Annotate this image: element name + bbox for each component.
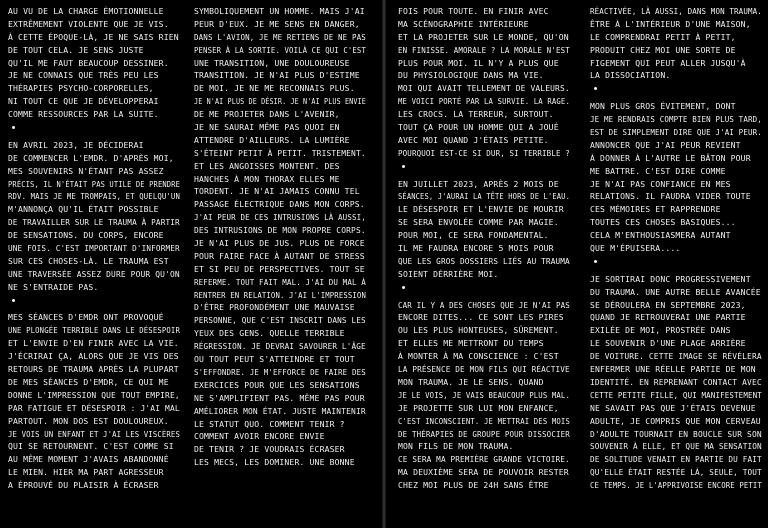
text-line: ANNONCER QUE J'AI PEUR REVIENT — [590, 139, 741, 150]
text-line: LA PRÉSENCE DE MON FILS QUI RÉACTIVE — [398, 364, 570, 375]
text-line: EN AVRIL 2023, JE DÉCIDERAI — [8, 139, 144, 150]
text-line: COMME RESSOURCES PAR LA SUITE. — [8, 109, 159, 120]
text-line: JE SORTIRAI DONC PROGRESSIVEMENT — [590, 273, 751, 284]
text-line: MA DEUXIÈME SERA DE POUVOIR RESTER — [398, 467, 569, 478]
text-line: SE DÉROULERA EN SEPTEMBRE 2023, — [590, 299, 746, 310]
right-page — [386, 0, 768, 528]
section-bullet — [8, 299, 180, 312]
text-line: M'ANNONÇA QU'IL ÉTAIT POSSIBLE — [8, 204, 159, 215]
section-bullet — [398, 165, 570, 178]
text-line: CE TEMPS. JE L'APPRIVOISE ENCORE PETIT — [590, 480, 762, 491]
text-line: ET ELLES ME METTRONT DU TEMPS — [398, 338, 544, 349]
text-line: SÉANCES, J'AURAI LA TÊTE HORS DE L'EAU. — [398, 191, 571, 202]
text-line: RENTRER EN RELATION. J'AI L'IMPRESSION — [194, 289, 366, 300]
text-line: PEUR D'EUX. JE ME SENS EN DANGER, — [194, 18, 360, 29]
text-line: SE SERA ENVOLÉE COMME PAR MAGIE. — [398, 217, 559, 228]
text-line: POUR FAIRE FACE À AUTANT DE STRESS — [194, 250, 365, 261]
text-line: QUE M'ÉPUISERA.... — [590, 243, 681, 254]
text-line: JE ME RENDRAIS COMPTE BIEN PLUS TARD, — [590, 114, 762, 125]
text-line: LE SOUVENIR D'UNE PLAGE ARRIÈRE — [590, 338, 746, 349]
section-bullet — [398, 286, 570, 299]
text-line: A ÉPROUVÉ DU PLAISIR À ÉCRASER — [8, 480, 159, 491]
text-line: FOIS POUR TOUTE. EN FINIR AVEC — [398, 6, 549, 16]
text-line: ME VOICI PORTÉ PAR LA SURVIE. LA RAGE. — [398, 96, 570, 107]
text-line: RELATIONS. IL FAUDRA VIDER TOUTE — [590, 191, 751, 202]
text-line: DE TOUT CELA. JE SENS JUSTE — [8, 44, 144, 55]
text-line: D'ADULTE TOURNAIT EN BOUCLE SUR SON — [590, 428, 762, 439]
text-line: C'EST INCONSCIENT. JE METTRAI DES MOIS — [398, 415, 570, 426]
text-line: MON TRAUMA. JE LE SENS. QUAND — [398, 376, 544, 387]
text-line: IDENTITÉ. EN REPRENANT CONTACT AVEC — [590, 376, 762, 387]
text-line: JE PROJETTE SUR LUI MON ENFANCE, — [398, 402, 559, 413]
text-line: HANCHES À MON THORAX ELLES ME — [194, 173, 340, 184]
text-line: RÉACTIVÉE, LÀ AUSSI, DANS MON TRAUMA. — [590, 6, 762, 16]
text-line: ADULTE, JE COMPRIS QUE MON CERVEAU — [590, 415, 761, 426]
text-line: JE NE SAURAI MÊME PAS QUOI EN — [194, 122, 340, 133]
text-line: PRÉCIS, IL N'ÉTAIT PAS UTILE DE PRENDRE — [8, 178, 181, 189]
text-line: RDV. MAIS JE ME TROMPAIS, ET QUELQU'UN — [8, 191, 180, 202]
text-line: QUAND JE RETROUVERAI UNE PARTIE — [590, 312, 746, 323]
text-line: IL ME FAUDRA ENCORE 5 MOIS POUR — [398, 243, 554, 254]
text-line: UNE FOIS. C'EST IMPORTANT D'INFORMER — [8, 243, 180, 254]
text-line: DE TENIR ? JE VOUDRAIS ÉCRASER — [194, 444, 345, 455]
text-line: JE N'AI PLUS DE JUS. PLUS DE FORCE — [194, 238, 365, 249]
text-line: CES MÉMOIRES ET RAPPRENDRE — [590, 204, 721, 215]
text-line: ÊTRE À L'INTÉRIEUR D'UNE MAISON, — [590, 18, 751, 29]
text-line: SUR CES CHOSES-LÀ. LE TRAUMA EST — [8, 255, 169, 266]
text-line: UNE PLONGÉE TERRIBLE DANS LE DÉSESPOIR — [8, 325, 180, 336]
text-line: DE ME PROJETER DANS L'AVENIR, — [194, 109, 340, 120]
text-line: OU TOUT PEUT S'ATTEINDRE ET TOUT — [194, 354, 355, 365]
left-page-column-1 — [8, 5, 180, 492]
text-line: EN FINISSE. AMORALE ? LA MORALE N'EST — [398, 44, 570, 55]
text-line: À MONTER À MA CONSCIENCE : C'EST — [398, 351, 559, 362]
text-line: LES MECS, LES DOMINER. UNE BONNE — [194, 457, 355, 468]
text-line: UNE TRAVERSÉE ASSEZ DURE POUR QU'ON — [8, 268, 180, 279]
text-line: QUE LES GROS DOSSIERS LIÉS AU TRAUMA — [398, 255, 570, 266]
text-line: ET LA PROJETER SUR LE MONDE, QU'ON — [398, 31, 569, 42]
text-line: LES CROCS. LA TERREUR, SURTOUT. — [398, 109, 554, 120]
text-line: POURQUOI EST-CE SI DUR, SI TERRIBLE ? — [398, 147, 570, 158]
text-line: REFERME. TOUT FAIT MAL. J'AI DU MAL À — [194, 276, 366, 287]
text-line: LE MIEN. HIER MA PART AGRESSEUR — [8, 467, 164, 478]
text-line: DU PHYSIOLOGIQUE DANS MA VIE. — [398, 70, 544, 81]
text-line: LE DÉSESPOIR ET L'ENVIE DE MOURIR — [398, 204, 564, 215]
text-line: CAR IL Y A DES CHOSES QUE JE N'AI PAS — [398, 299, 570, 310]
text-line: AMÉLIORER MON ÉTAT. JUSTE MAINTENIR — [194, 405, 366, 416]
text-line: LE STATUT QUO. COMMENT TENIR ? — [194, 418, 345, 429]
text-line: AVEC MOI QUAND J'ÉTAIS PETITE. — [398, 134, 549, 145]
text-line: À CETTE ÉPOQUE-LÀ, JE NE SAIS RIEN — [8, 31, 179, 42]
text-line: JE LE VOIS, JE VAIS BEAUCOUP PLUS MAL. — [398, 389, 570, 400]
text-line: S'EFFONDRE. JE M'EFFORCE DE FAIRE DES — [194, 366, 366, 377]
text-line: DE SENSATIONS. DU CORPS, ENCORE — [8, 230, 164, 241]
text-line: TOUT ÇA POUR UN HOMME QUI A JOUÉ — [398, 122, 559, 133]
text-line: CHEZ MOI PLUS DE 24H SANS ÊTRE — [398, 480, 549, 491]
text-line: EXERCICES POUR QUE LES SENSATIONS — [194, 379, 360, 390]
text-line: RÉGRESSION. JE DEVRAI SAVOURER L'ÂGE — [194, 341, 366, 352]
text-line: JE N'AI PLUS DE DÉSIR. JE N'AI PLUS ENVIE — [194, 96, 366, 107]
text-line: RETOURS DE TRAUMA APRÈS LA PLUPART — [8, 364, 179, 375]
text-line: TORDENT. JE N'AI JAMAIS CONNU TEL — [194, 186, 360, 197]
text-line: DU TRAUMA. UNE AUTRE BELLE AVANCÉE — [590, 286, 761, 297]
text-line: MA SCÉNOGRAPHIE INTÉRIEURE — [398, 18, 529, 29]
text-line: SOIENT DÉRRIÈRE MOI. — [398, 268, 499, 279]
text-line: AU VU DE LA CHARGE ÉMOTIONNELLE — [8, 6, 164, 16]
text-line: NE SAVAIT PAS QUE J'ÉTAIS DEVENUE — [590, 402, 756, 413]
text-line: NE S'AMPLIFIENT PAS. MÊME PAS POUR — [194, 392, 365, 403]
text-line: JE VOIS UN ENFANT ET J'AI LES VISCÈRES — [8, 428, 180, 439]
text-line: NI TOUT CE QUE JE DÉVELOPPERAI — [8, 96, 159, 107]
text-line: ATTENDRE D'AILLEURS. LA LUMIÈRE — [194, 134, 350, 145]
text-line: TOUTES CES CHOSES BASIQUES... — [590, 217, 736, 228]
text-line: J'AI PEUR DE CES INTRUSIONS LÀ AUSSI, — [194, 212, 366, 223]
text-line: DONNE L'IMPRESSION QUE TOUT EMPIRE, — [8, 389, 180, 400]
text-line: MES SOUVENIRS N'ÉTANT PAS ASSEZ — [8, 165, 164, 176]
left-page — [0, 0, 382, 528]
text-line: EXILÉE DE MOI, PROSTRÉE DANS — [590, 325, 731, 336]
text-line: DE VOITURE. CETTE IMAGE SE RÉVÉLERA — [590, 351, 762, 362]
section-bullet — [590, 260, 762, 273]
right-page-column-1 — [398, 5, 570, 492]
text-line: ENFERMER UNE RÉELLE PARTIE DE MON — [590, 364, 756, 375]
text-line: ET SI PEU DE PERSPECTIVES. TOUT SE — [194, 263, 365, 274]
text-line: PENSER À LA SORTIE. VOILÀ CE QUI C'EST — [194, 44, 366, 55]
text-line: ENCORE DITES... CE SONT LES PIRES — [398, 312, 564, 323]
text-line: JE NE CONNAIS QUE TRÈS PEU LES — [8, 70, 159, 81]
text-line: YEUX DES GENS. QUELLE TERRIBLE — [194, 328, 345, 339]
text-line: J'ÉCRIRAI ÇA, ALORS QUE JE VIS DES — [8, 351, 179, 362]
text-line: DANS L'AVION, JE ME RETIENS DE NE PAS — [194, 31, 366, 42]
text-line: CETTE PETITE FILLE, QUI MANIFESTEMENT — [590, 389, 762, 400]
text-line: CE SERA MA PREMIÈRE GRANDE VICTOIRE. — [398, 454, 570, 465]
section-bullet — [590, 87, 762, 100]
text-line: PRODUIT CHEZ MOI UNE SORTE DE — [590, 44, 736, 55]
text-line: FIGEMENT QUI PEUT ALLER JUSQU'À — [590, 57, 746, 68]
text-line: QU'ELLE ÉTAIT RESTÉE LÀ, SEULE, TOUT — [590, 467, 762, 478]
text-line: PAR FATIGUE ET DÉSESPOIR : J'AI MAL — [8, 402, 180, 413]
text-line: DE SOLITUDE VENAIT EN PARTIE DU FAIT — [590, 454, 762, 465]
text-line: SOUVENIR À ELLE, ET QUE MA SENSATION — [590, 441, 762, 452]
text-line: PASSAGE ÉLECTRIQUE DANS MON CORPS. — [194, 199, 365, 210]
text-line: ET L'ENVIE D'EN FINIR AVEC LA VIE. — [8, 338, 179, 349]
text-line: EST DE SIMPLEMENT DIRE QUE J'AI PEUR. — [590, 127, 762, 138]
text-line: SYMBOLIQUEMENT UN HOMME. MAIS J'AI — [194, 6, 365, 16]
text-line: ET LES ANGOISSES MONTENT. DES — [194, 160, 340, 171]
text-line: DE MOI. JE NE ME RECONNAIS PLUS. — [194, 83, 355, 94]
left-page-column-2 — [194, 5, 366, 469]
text-line: MON FILS DE MON TRAUMA. — [398, 441, 514, 452]
text-line: MOI QUI AVAIT TELLEMENT DE VALEURS. — [398, 83, 570, 94]
text-line: DE COMMENCER L'EMDR. D'APRÈS MOI, — [8, 152, 174, 163]
text-line: MES SÉANCES D'EMDR ONT PROVOQUÉ — [8, 312, 164, 323]
text-line: LA DISSOCIATION. — [590, 70, 671, 81]
text-line: PERSONNE, QUE C'EST INSCRIT DANS LES — [194, 315, 366, 326]
text-line: S'ÉTEINT PETIT À PETIT. TRISTEMENT. — [194, 147, 366, 158]
text-line: À DONNER À L'AUTRE LE BÂTON POUR — [590, 152, 751, 163]
text-line: UNE TRANSITION, UNE DOULOUREUSE — [194, 57, 350, 68]
text-line: PLUS POUR MOI. IL N'Y A PLUS QUE — [398, 57, 559, 68]
text-line: QU'IL ME FAUT BEAUCOUP DESSINER. — [8, 57, 169, 68]
text-line: D'ÊTRE PROFONDÉMENT UNE MAUVAISE — [194, 302, 355, 313]
text-line: QUI SE RETOURNENT. C'EST COMME SI — [8, 441, 174, 452]
text-line: OU LES PLUS HONTEUSES, SÛREMENT. — [398, 325, 559, 336]
text-line: DES INTRUSIONS DE MON PROPRE CORPS. — [194, 225, 366, 236]
text-line: COMMENT AVOIR ENCORE ENVIE — [194, 431, 325, 442]
text-line: EXTRÊMEMENT VIOLENTE QUE JE VIS. — [8, 18, 169, 29]
section-bullet — [8, 126, 180, 139]
text-line: AU MÊME MOMENT J'AVAIS ABANDONNÉ — [8, 454, 169, 465]
text-line: LE COMPRENDRAI PETIT À PETIT, — [590, 31, 736, 42]
text-line: EN JUILLET 2023, APRÈS 2 MOIS DE — [398, 178, 559, 189]
text-line: TRANSITION. JE N'AI PLUS D'ESTIME — [194, 70, 360, 81]
text-line: CELA M'ENTHOUSIASMERA AUTANT — [590, 230, 731, 241]
text-line: DE THÉRAPIES DE GROUPE POUR DISSOCIER — [398, 428, 570, 439]
text-line: PARTOUT. MON DOS EST DOULOUREUX. — [8, 415, 169, 426]
text-line: DE TRAVAILLER SUR LE TRAUMA À PARTIR — [8, 217, 180, 228]
text-line: NE S'ENTRAIDE PAS. — [8, 281, 99, 292]
text-line: JE N'AI PAS CONFIANCE EN MES — [590, 178, 731, 189]
text-line: MON PLUS GROS ÉVITEMENT, DONT — [590, 101, 736, 112]
text-line: ME BATTRE. C'EST DIRE COMME — [590, 165, 726, 176]
right-page-column-2 — [590, 5, 762, 492]
text-line: THÉRAPIES PSYCHO-CORPORELLES, — [8, 83, 154, 94]
text-line: DE MES SÉANCES D'EMDR, CE QUI ME — [8, 376, 169, 387]
text-line: POUR MOI, CE SERA FONDAMENTAL. — [398, 230, 549, 241]
